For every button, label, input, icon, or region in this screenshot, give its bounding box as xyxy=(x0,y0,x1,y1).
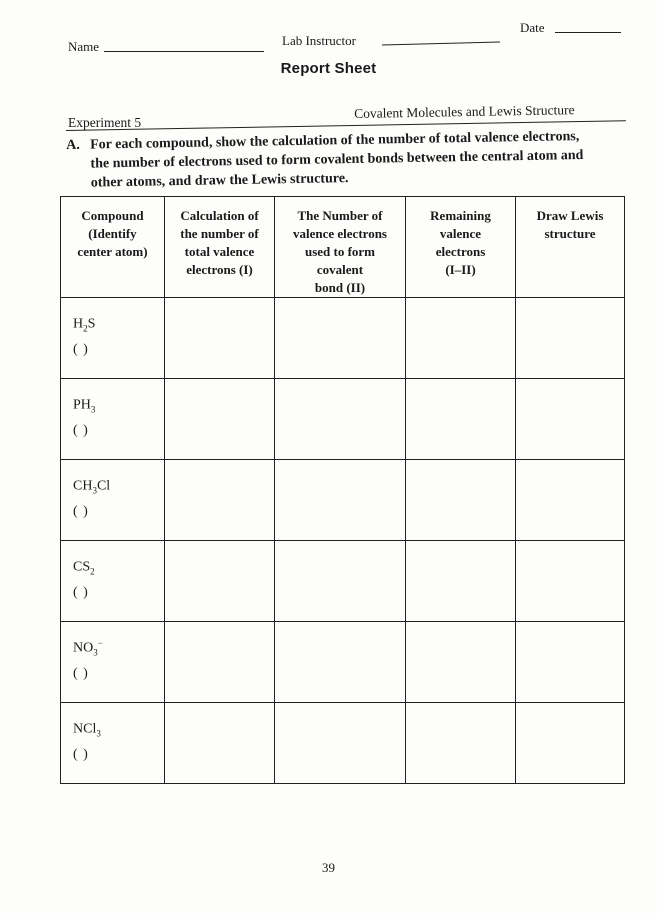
column-header-line: used to form xyxy=(304,244,376,259)
answer-cell[interactable] xyxy=(165,541,275,622)
answer-cell[interactable] xyxy=(406,298,516,379)
compound-formula xyxy=(73,308,164,339)
table-row xyxy=(61,379,625,460)
instruction-line-2: the number of electrons used to form covalent bonds between the central atom and xyxy=(90,147,584,172)
compound-formula xyxy=(73,551,164,582)
column-header-line: valence electrons xyxy=(293,226,387,241)
instruction-line-1: For each compound, show the calculation of the number of total valence electrons, xyxy=(90,129,580,153)
answer-cell[interactable] xyxy=(516,298,625,379)
formula-base: PH xyxy=(73,397,91,413)
experiment-topic: Covalent Molecules and Lewis Structure xyxy=(354,102,575,121)
compound-cell xyxy=(61,460,165,541)
center-atom-blank[interactable]: ( ) xyxy=(73,747,89,763)
compound-formula xyxy=(73,389,164,420)
formula-base: NCl xyxy=(73,721,97,737)
column-header-line: the number of xyxy=(180,226,259,241)
report-table xyxy=(60,196,625,784)
column-header-line: covalent xyxy=(316,262,364,277)
answer-cell[interactable] xyxy=(516,460,625,541)
name-label: Name xyxy=(68,39,100,54)
report-sheet-title: Report Sheet xyxy=(280,60,377,77)
answer-cell[interactable] xyxy=(406,541,516,622)
column-header-line: total valence xyxy=(184,244,255,259)
formula-sub: 3 xyxy=(93,647,98,658)
formula-rest: Cl xyxy=(96,478,111,494)
name-blank-line[interactable] xyxy=(104,51,264,52)
answer-cell[interactable] xyxy=(275,298,406,379)
answer-cell[interactable] xyxy=(275,622,406,703)
formula-sub: 2 xyxy=(83,323,88,334)
answer-cell[interactable] xyxy=(516,703,625,784)
column-header-line: electrons xyxy=(435,244,486,259)
answer-cell[interactable] xyxy=(406,703,516,784)
column-header-line: Draw Lewis xyxy=(536,208,604,223)
table-body xyxy=(61,298,625,784)
answer-cell[interactable] xyxy=(275,541,406,622)
compound-formula xyxy=(73,632,164,663)
answer-cell[interactable] xyxy=(165,379,275,460)
center-atom-blank[interactable]: ( ) xyxy=(73,342,89,358)
center-atom-blank[interactable]: ( ) xyxy=(73,423,89,439)
answer-cell[interactable] xyxy=(516,541,625,622)
center-atom-blank[interactable]: ( ) xyxy=(73,585,89,601)
column-header-0 xyxy=(61,197,165,298)
answer-cell[interactable] xyxy=(165,622,275,703)
experiment-label: Experiment 5 xyxy=(68,115,142,130)
answer-cell[interactable] xyxy=(165,298,275,379)
instruction-letter: A. xyxy=(66,137,80,153)
answer-cell[interactable] xyxy=(406,460,516,541)
table-row xyxy=(61,541,625,622)
column-header-line: center atom) xyxy=(77,244,148,259)
formula-sub: 3 xyxy=(92,485,97,496)
table-row xyxy=(61,298,625,379)
column-header-line: Remaining xyxy=(430,208,491,223)
lab-instructor-blank-line[interactable] xyxy=(382,41,500,45)
lab-instructor-label: Lab Instructor xyxy=(282,33,357,48)
formula-sub: 3 xyxy=(96,728,101,739)
column-header-2 xyxy=(275,197,406,298)
answer-cell[interactable] xyxy=(165,703,275,784)
compound-cell xyxy=(61,298,165,379)
column-header-line: (I–II) xyxy=(445,262,476,277)
date-blank-line[interactable] xyxy=(555,32,621,33)
answer-cell[interactable] xyxy=(516,379,625,460)
formula-base: CS xyxy=(73,559,91,575)
column-header-4 xyxy=(516,197,625,298)
formula-base: NO xyxy=(73,640,94,656)
table-row xyxy=(61,622,625,703)
formula-sup: − xyxy=(97,638,103,648)
formula-sub: 2 xyxy=(90,566,95,577)
formula-sub: 3 xyxy=(90,404,96,415)
column-header-1 xyxy=(165,197,275,298)
answer-cell[interactable] xyxy=(275,460,406,541)
column-header-line: valence xyxy=(439,226,482,241)
instruction-paragraph xyxy=(66,126,632,193)
answer-cell[interactable] xyxy=(165,460,275,541)
compound-formula xyxy=(73,713,164,744)
instruction-line-3: other atoms, and draw the Lewis structure. xyxy=(90,171,349,191)
compound-cell xyxy=(61,622,165,703)
formula-rest: S xyxy=(87,316,96,332)
compound-formula xyxy=(73,470,164,501)
column-header-line: electrons (I) xyxy=(186,262,253,277)
table-header-row xyxy=(61,197,625,298)
column-header-line: structure xyxy=(544,226,596,241)
formula-base: H xyxy=(73,316,84,332)
column-header-line: Compound xyxy=(81,208,144,223)
compound-cell xyxy=(61,541,165,622)
table-row xyxy=(61,460,625,541)
center-atom-blank[interactable]: ( ) xyxy=(73,666,89,682)
answer-cell[interactable] xyxy=(275,379,406,460)
compound-cell xyxy=(61,703,165,784)
column-header-3 xyxy=(406,197,516,298)
center-atom-blank[interactable]: ( ) xyxy=(73,504,89,520)
column-header-line: (Identify xyxy=(88,226,137,241)
answer-cell[interactable] xyxy=(406,622,516,703)
column-header-line: The Number of xyxy=(297,208,383,223)
formula-base: CH xyxy=(73,478,93,494)
page-number: 39 xyxy=(322,860,335,875)
column-header-line: Calculation of xyxy=(180,208,259,223)
answer-cell[interactable] xyxy=(406,379,516,460)
table-row xyxy=(61,703,625,784)
answer-cell[interactable] xyxy=(516,622,625,703)
column-header-line: bond (II) xyxy=(314,280,366,295)
compound-cell xyxy=(61,379,165,460)
answer-cell[interactable] xyxy=(275,703,406,784)
date-label: Date xyxy=(520,20,545,35)
